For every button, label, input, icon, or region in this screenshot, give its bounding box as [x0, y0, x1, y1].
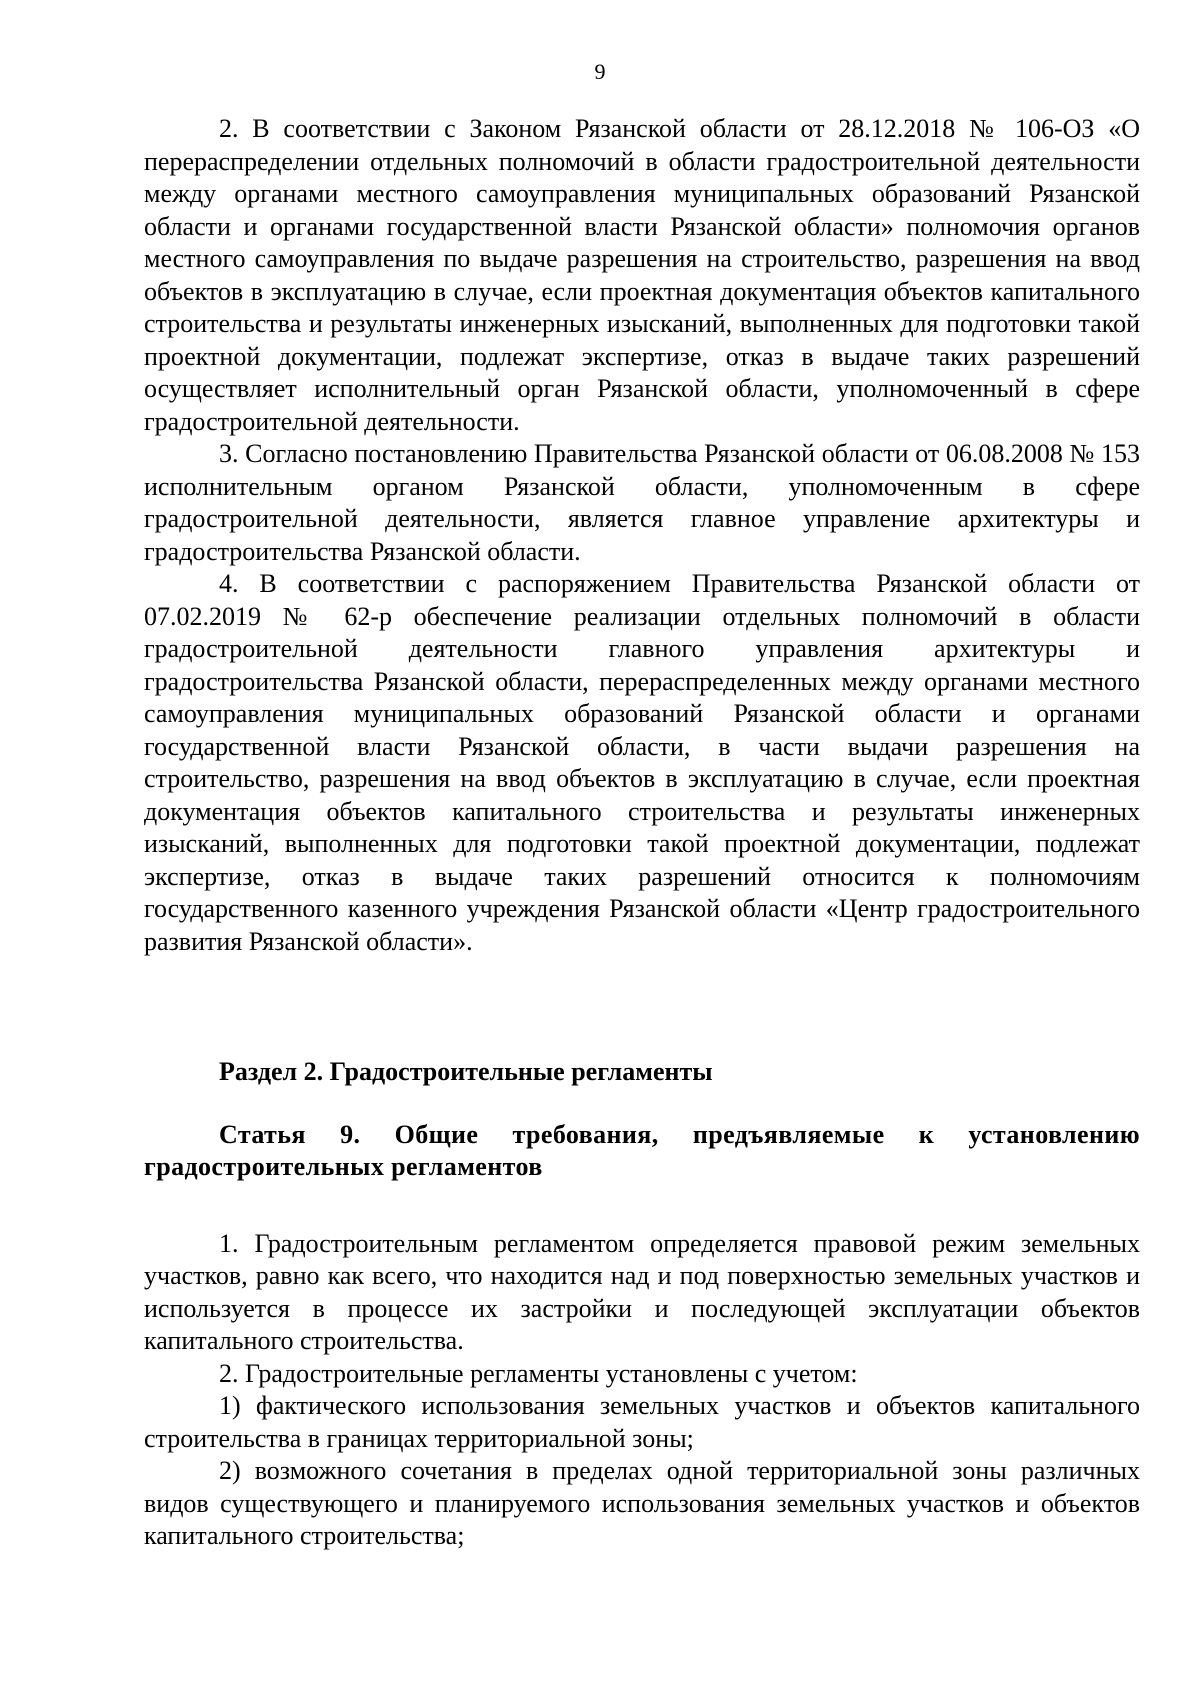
paragraph-3: 3. Согласно постановлению Правительства Рязанской области от 06.08.2008 № 153 исполнительным органом Рязанской области, уполномоченным в сфере градостроительной деятельности, является главное управление архитектуры и градостроительства Рязанской области.	[144, 439, 1140, 566]
article-list-item-2: 2) возможного сочетания в пределах одной территориальной зоны различных видов существующего и планируемого использования земельных участков и объектов капитального строительства;	[144, 1456, 1140, 1550]
document-body	[144, 113, 1140, 1553]
article-list-item-1: 1) фактического использования земельных участков и объектов капитального строительства в границах территориальной зоны;	[144, 1391, 1140, 1453]
paragraph-2: 2. В соответствии с Законом Рязанской области от 28.12.2018 № 106-ОЗ «О перераспределении отдельных полномочий в области градостроительной деятельности между органами местного самоуправления муниципальных образований Рязанской области и органами государственной власти Рязанской области» полномочия органов местного самоуправления по выдаче разрешения на строительство, разрешения на ввод объектов в эксплуатацию в случае, если проектная документация объектов капитального строительства и результаты инженерных изысканий, выполненных для подготовки такой проектной документации, подлежат экспертизе, отказ в выдаче таких разрешений осуществляет исполнительный орган Рязанской области, уполномоченный в сфере градостроительной деятельности.	[144, 114, 1140, 436]
paragraph-4: 4. В соответствии с распоряжением Правительства Рязанской области от 07.02.2019 № 62-р обеспечение реализации отдельных полномочий в области градостроительной деятельности главного управления архитектуры и градостроительства Рязанской области, перераспределенных между органами местного самоуправления муниципальных образований Рязанской области и органами государственной власти Рязанской области, в части выдачи разрешения на строительство, разрешения на ввод объектов в эксплуатацию в случае, если проектная документация объектов капитального строительства и результаты инженерных изысканий, выполненных для подготовки такой проектной документации, подлежат экспертизе, отказ в выдаче таких разрешений относится к полномочиям государственного казенного учреждения Рязанской области «Центр градостроительного развития Рязанской области».	[144, 569, 1140, 956]
article-paragraph-2: 2. Градостроительные регламенты установлены с учетом:	[219, 1358, 858, 1388]
article-paragraph-1: 1. Градостроительным регламентом определяется правовой режим земельных участков, равно как всего, что находится над и под поверхностью земельных участков и используется в процессе их застройки и последующей эксплуатации объектов капитального строительства.	[144, 1228, 1140, 1355]
article-title: Статья 9. Общие требования, предъявляемые к установлению градостроительных регламентов	[144, 1119, 1140, 1181]
section-title: Раздел 2. Градостроительные регламенты	[219, 1057, 713, 1086]
article-body	[144, 1228, 1140, 1553]
page-number: 9	[594, 59, 606, 84]
